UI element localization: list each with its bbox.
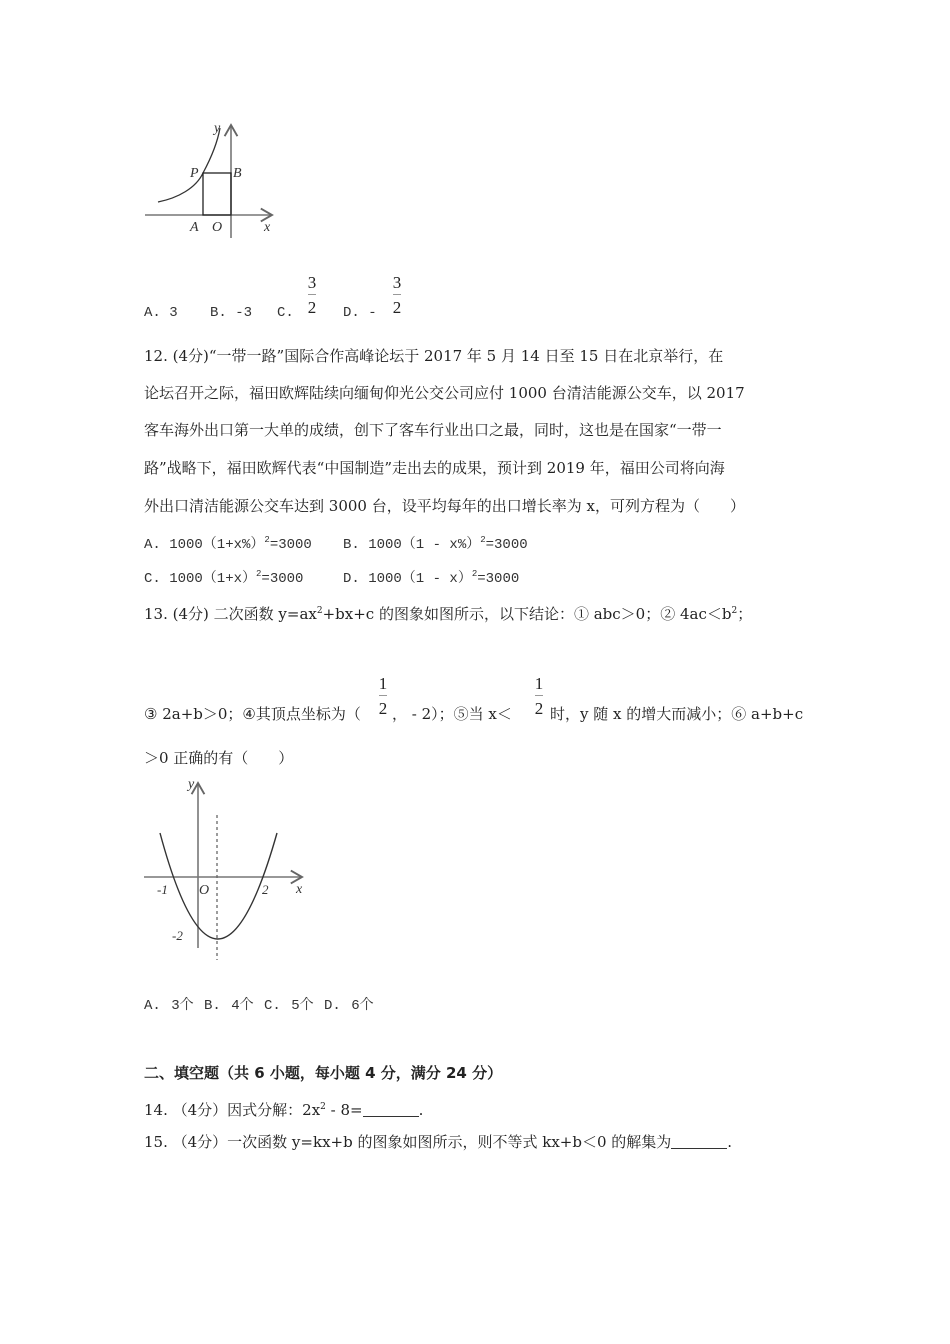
q12-line-2: 论坛召开之际，福田欧辉陆续向缅甸仰光公交公司应付 1000 台清洁能源公交车，以 2017: [144, 384, 745, 402]
svg-text:A: A: [190, 220, 199, 235]
q13-condition-fraction: 1 2: [534, 674, 544, 718]
q11-option-c-fraction: 3 2: [307, 273, 317, 317]
svg-text:-2: -2: [172, 928, 183, 943]
q15: 15. （4分）一次函数 y=kx+b 的图象如图所示，则不等式 kx+b＜0 的解集为 .: [144, 1133, 733, 1151]
q12-line-1: 12. (4分)“一带一路”国际合作高峰论坛于 2017 年 5 月 14 日至 15 日在北京举行，在: [144, 347, 724, 365]
q13-line-2a: ③ 2a+b＞0；④其顶点坐标为（: [144, 705, 361, 723]
q14: 14. （4分）因式分解：$2x^2 - 8=$ .: [144, 1101, 424, 1119]
curve: [158, 128, 220, 202]
q13-line-2c: 时，y 随 x 的增大而减小；⑥ a+b+c: [550, 705, 804, 723]
q11-option-a: A. 3: [144, 305, 178, 321]
q13-vertex-x-fraction: 1 2: [378, 674, 388, 718]
svg-text:P: P: [190, 166, 199, 181]
q11-option-c-prefix: C.: [277, 305, 294, 321]
svg-text:y: y: [214, 121, 221, 136]
q11-option-b: B. -3: [210, 305, 253, 321]
q14-answer-blank[interactable]: [363, 1102, 419, 1117]
svg-text:B: B: [233, 166, 242, 181]
svg-text:-1: -1: [157, 882, 168, 897]
q13-options: A. 3个 B. 4个 C. 5个 D. 6个: [144, 998, 374, 1014]
rectangle-APBO: [203, 173, 231, 215]
q13-line-3: ＞0 正确的有（ ）: [144, 749, 294, 767]
q11-option-d-fraction: 3 2: [392, 273, 402, 317]
parabola: [160, 833, 277, 939]
q12-line-3: 客车海外出口第一大单的成绩，创下了客车行业出口之最，同时，这也是在国家“一带一: [144, 421, 722, 439]
svg-text:2: 2: [262, 882, 269, 897]
svg-text:x: x: [296, 882, 303, 897]
svg-text:y: y: [188, 777, 195, 792]
q11-option-d-prefix: D. -: [343, 305, 377, 321]
svg-text:O: O: [212, 220, 223, 235]
q12-option-c: C. $1000(1+x)^2=3000$: [144, 569, 304, 587]
q12-line-4: 路”战略下，福田欧辉代表“中国制造”走出去的成果，预计到 2019 年，福田公司将向海: [144, 459, 725, 477]
q13-line-2b: ， - 2）；⑤当 x＜: [392, 705, 512, 723]
section-2-header: 二、填空题（共 6 小题，每小题 4 分，满分 24 分）: [144, 1064, 503, 1082]
svg-text:x: x: [264, 220, 271, 235]
q12-line-5: 外出口清洁能源公交车达到 3000 台，设平均每年的出口增长率为 x，可列方程为（ ）: [144, 497, 745, 515]
q12-option-d: D. 1000（1 - x）$^2$=3000: [343, 569, 520, 587]
q12-option-b: B. 1000（1 - x%）$^2$=3000: [343, 535, 528, 553]
q13-line-1: 13. (4分) 二次函数 $y=ax^2+bx+c$ 的图象如图所示，以下结论：① abc＞0；② $4ac<b^2$；: [144, 605, 753, 623]
q15-answer-blank[interactable]: [671, 1134, 727, 1149]
svg-text:O: O: [199, 883, 210, 898]
q13-parabola-graph: [140, 772, 310, 967]
q12-option-a: A. $1000(1+x\%)^2=3000$: [144, 535, 312, 553]
q11-graph: [140, 115, 285, 240]
